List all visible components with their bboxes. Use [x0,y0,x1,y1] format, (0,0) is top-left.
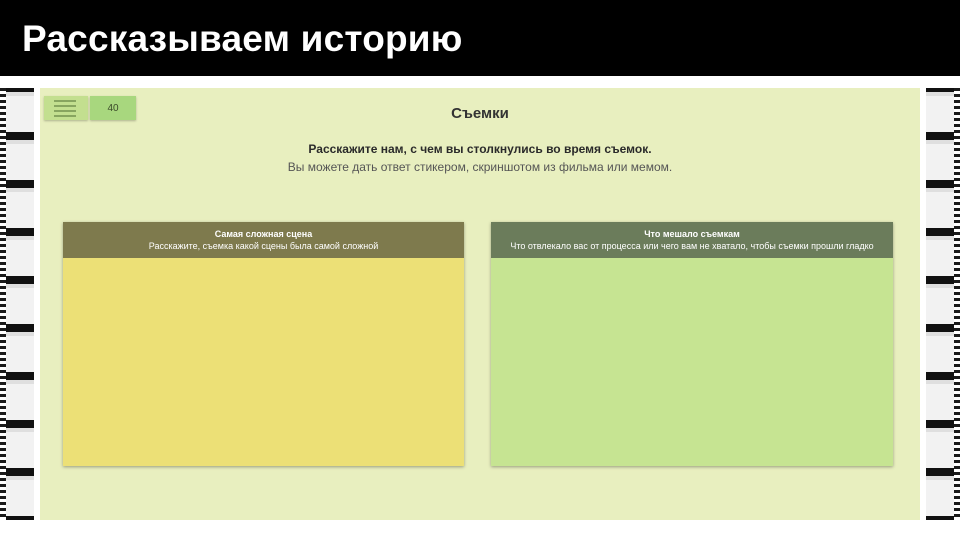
panel-filming-obstacles[interactable] [491,222,893,466]
panel-drop-area[interactable] [63,258,464,466]
section-title: Съемки [451,105,509,122]
slide-header [0,0,960,76]
panel-title: Что мешало съемкам [644,229,740,239]
sticky-text-line [54,100,76,102]
panel-subtitle: Что отвлекало вас от процесса или чего вам не хватало, чтобы съемки прошли гладко [510,241,874,251]
prompt-text: Расскажите нам, с чем вы столкнулись во время съемок. [308,142,652,156]
slide-title: Рассказываем историю [22,18,463,59]
panel-header [63,222,464,258]
panel-hardest-scene[interactable] [63,222,464,466]
subprompt-text: Вы можете дать ответ стикером, скриншотом из фильма или мемом. [287,160,673,174]
panel-drop-area[interactable] [491,258,893,466]
panel-title: Самая сложная сцена [214,229,313,239]
timer-value: 40 [107,102,119,114]
panel-subtitle: Расскажите, съемка какой сцены была самой сложной [148,241,379,251]
panel-header [491,222,893,258]
